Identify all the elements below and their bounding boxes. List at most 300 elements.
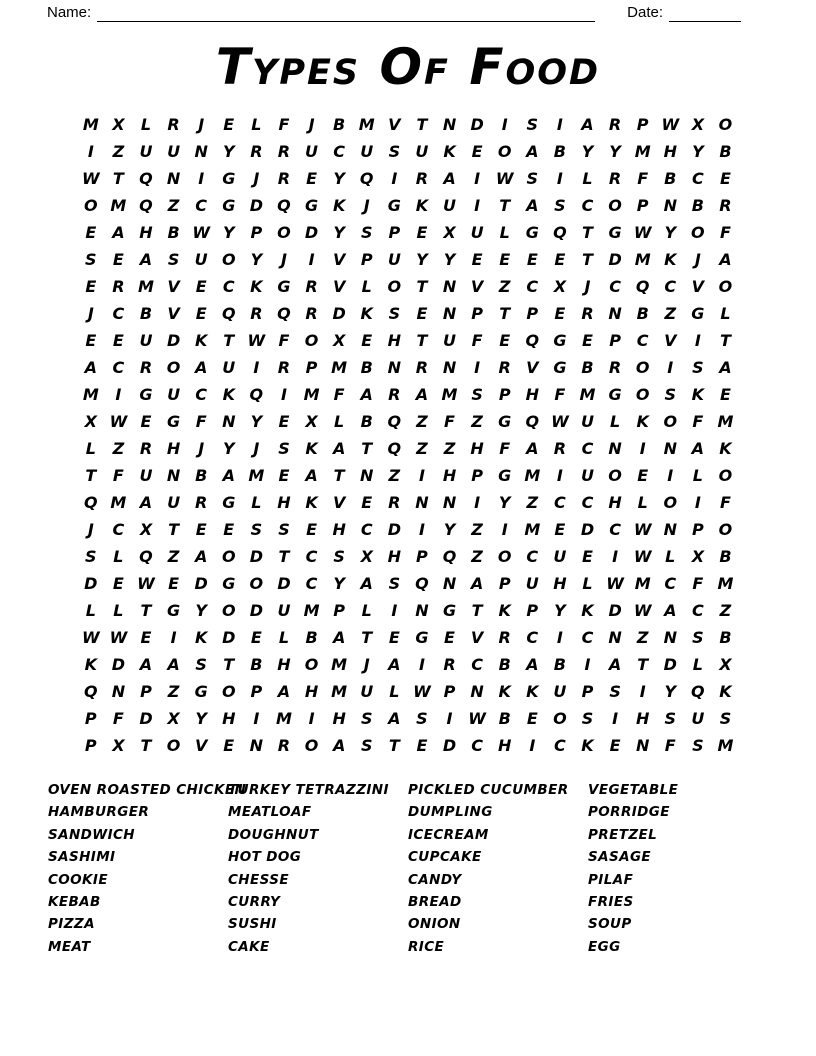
grid-cell: B (333, 115, 346, 134)
grid-cell: B (250, 655, 263, 674)
grid-cell: N (442, 493, 457, 512)
grid-cell: U (580, 466, 594, 485)
grid-cell: A (388, 655, 401, 674)
grid-cell: K (691, 385, 705, 404)
grid-row (77, 219, 740, 246)
grid-cell: W (413, 682, 431, 701)
grid-cell: D (249, 547, 263, 566)
grid-cell: J (584, 277, 591, 296)
grid-cell: U (443, 331, 457, 350)
grid-cell: I (418, 655, 425, 674)
grid-cell: T (637, 655, 649, 674)
grid-cell: U (139, 331, 153, 350)
word-list-item: PICKLED CUCUMBER (408, 782, 569, 798)
grid-cell: F (444, 412, 455, 431)
grid-cell: K (305, 439, 318, 458)
word-list-column (588, 779, 768, 958)
grid-cell: N (222, 412, 236, 431)
grid-cell: U (525, 574, 539, 593)
grid-cell: X (332, 331, 346, 350)
grid-row (77, 354, 740, 381)
grid-cell: E (719, 385, 731, 404)
grid-cell: R (277, 169, 291, 188)
grid-cell: A (470, 574, 484, 593)
grid-cell: M (275, 709, 292, 728)
grid-cell: L (334, 412, 345, 431)
grid-cell: R (498, 628, 511, 647)
grid-cell: C (471, 655, 483, 674)
name-label: Name: (47, 4, 92, 21)
grid-cell: G (387, 196, 401, 215)
grid-cell: U (277, 601, 291, 620)
grid-cell: N (442, 304, 457, 323)
grid-cell: E (719, 169, 731, 188)
grid-cell: Y (250, 412, 263, 431)
grid-cell: S (719, 709, 732, 728)
grid-cell: E (306, 520, 318, 539)
grid-cell: A (664, 601, 677, 620)
grid-cell: Y (609, 142, 621, 161)
grid-cell: Q (83, 682, 98, 701)
grid-row (77, 462, 740, 489)
grid-cell: J (363, 655, 370, 674)
word-list-item: EGG (588, 938, 621, 955)
grid-cell: N (442, 574, 457, 593)
grid-cell: Q (553, 223, 567, 242)
grid-cell: Q (442, 547, 457, 566)
grid-cell: T (582, 223, 593, 242)
grid-cell: B (636, 304, 649, 323)
grid-cell: A (194, 358, 208, 377)
word-list-item: KEBAB (48, 894, 101, 911)
grid-cell: Y (222, 439, 235, 458)
grid-cell: S (526, 115, 539, 134)
word-list-item: HAMBURGER (48, 804, 150, 821)
grid-cell: X (443, 223, 456, 242)
grid-cell: S (388, 142, 401, 161)
grid-cell: W (661, 115, 680, 134)
grid-cell: E (140, 628, 152, 647)
word-list-item: MEAT (48, 938, 91, 955)
grid-cell: E (554, 250, 566, 269)
grid-cell: E (444, 628, 455, 647)
grid-cell: D (166, 331, 181, 350)
grid-cell: P (498, 385, 511, 404)
grid-cell: E (112, 331, 124, 350)
grid-cell: E (554, 520, 566, 539)
grid-cell: I (667, 358, 674, 377)
grid-cell: V (167, 304, 180, 323)
grid-cell: A (167, 655, 180, 674)
grid-row (77, 678, 740, 705)
grid-cell: J (694, 250, 701, 269)
grid-cell: S (360, 736, 373, 755)
grid-cell: M (524, 520, 541, 539)
grid-cell: C (581, 628, 594, 647)
grid-cell: R (415, 169, 429, 188)
grid-cell: O (718, 520, 733, 539)
grid-cell: V (332, 277, 346, 296)
grid-cell: J (280, 250, 287, 269)
grid-cell: K (84, 655, 97, 674)
grid-cell: C (471, 736, 483, 755)
grid-cell: M (82, 115, 99, 134)
grid-cell: I (446, 709, 453, 728)
grid-cell: P (581, 682, 594, 701)
grid-cell: C (691, 169, 704, 188)
grid-row (77, 516, 740, 543)
grid-cell: Q (249, 385, 264, 404)
grid-cell: O (166, 358, 181, 377)
grid-cell: A (139, 250, 153, 269)
grid-cell: P (305, 358, 318, 377)
grid-cell: H (498, 736, 512, 755)
grid-cell: T (278, 547, 290, 566)
grid-cell: Z (416, 412, 428, 431)
grid-cell: G (498, 466, 512, 485)
grid-cell: Z (112, 439, 125, 458)
grid-cell: J (198, 115, 205, 134)
grid-cell: N (663, 196, 677, 215)
grid-cell: O (635, 358, 650, 377)
grid-cell: P (498, 574, 511, 593)
grid-cell: X (691, 115, 705, 134)
grid-cell: J (87, 304, 94, 323)
grid-cell: T (361, 439, 373, 458)
grid-cell: O (497, 547, 512, 566)
grid-cell: E (637, 466, 649, 485)
word-list-item: BREAD (408, 894, 462, 911)
grid-cell: L (85, 439, 96, 458)
grid-cell: H (442, 466, 457, 485)
word-list-item: MEATLOAF (228, 804, 312, 821)
grid-cell: Y (554, 601, 566, 620)
grid-cell: Y (443, 520, 456, 539)
grid-cell: G (553, 331, 567, 350)
grid-cell: O (166, 736, 181, 755)
grid-cell: G (691, 304, 705, 323)
grid-cell: L (582, 574, 593, 593)
grid-cell: R (553, 439, 567, 458)
grid-cell: R (139, 439, 153, 458)
grid-cell: T (388, 736, 400, 755)
worksheet-header (47, 4, 741, 22)
grid-cell: P (416, 547, 428, 566)
grid-cell: U (360, 682, 374, 701)
grid-cell: U (194, 250, 208, 269)
grid-cell: K (332, 196, 346, 215)
grid-cell: I (639, 439, 646, 458)
grid-cell: X (139, 520, 153, 539)
grid-cell: T (416, 331, 428, 350)
grid-cell: Y (443, 250, 456, 269)
word-list-item: SASHIMI (48, 849, 116, 866)
grid-cell: E (223, 736, 235, 755)
word-list-item: FRIES (588, 894, 634, 911)
grid-cell: O (83, 196, 98, 215)
grid-cell: B (305, 628, 318, 647)
grid-cell: D (139, 709, 153, 728)
grid-cell: F (554, 385, 566, 404)
grid-cell: M (138, 277, 154, 296)
grid-row (77, 570, 740, 597)
grid-cell: A (581, 115, 594, 134)
grid-cell: U (443, 196, 457, 215)
grid-cell: Q (139, 547, 153, 566)
grid-cell: H (553, 574, 567, 593)
grid-cell: B (498, 655, 511, 674)
grid-cell: S (692, 358, 704, 377)
grid-cell: P (250, 682, 263, 701)
grid-cell: Z (443, 439, 456, 458)
grid-cell: B (719, 547, 732, 566)
grid-cell: A (415, 385, 429, 404)
grid-cell: O (221, 682, 236, 701)
grid-cell: C (112, 520, 125, 539)
word-list-item: SANDWICH (48, 826, 135, 843)
grid-cell: H (608, 493, 622, 512)
grid-cell: M (634, 574, 651, 593)
grid-cell: E (195, 304, 207, 323)
grid-cell: R (719, 196, 732, 215)
grid-cell: H (277, 655, 291, 674)
grid-cell: G (277, 277, 291, 296)
grid-row (77, 705, 740, 732)
grid-cell: C (664, 277, 677, 296)
grid-cell: B (664, 169, 677, 188)
grid-cell: H (387, 331, 402, 350)
grid-cell: K (581, 736, 594, 755)
word-list-item: CURRY (228, 894, 281, 911)
grid-cell: D (249, 196, 263, 215)
grid-cell: L (113, 601, 124, 620)
grid-row (77, 138, 740, 165)
grid-cell: X (553, 277, 567, 296)
grid-cell: A (443, 169, 456, 188)
grid-cell: N (635, 736, 650, 755)
word-list-item: SASAGE (588, 849, 652, 866)
grid-cell: Y (416, 250, 428, 269)
grid-cell: P (691, 520, 704, 539)
grid-cell: S (333, 547, 345, 566)
grid-cell: P (526, 304, 539, 323)
grid-cell: G (194, 682, 208, 701)
grid-cell: L (389, 682, 400, 701)
grid-cell: P (333, 601, 345, 620)
grid-cell: I (501, 520, 508, 539)
grid-cell: Z (167, 547, 180, 566)
grid-cell: W (633, 520, 652, 539)
grid-cell: I (639, 682, 646, 701)
grid-cell: B (553, 655, 566, 674)
grid-cell: D (84, 574, 98, 593)
grid-cell: N (442, 358, 457, 377)
grid-cell: B (360, 358, 373, 377)
grid-cell: O (277, 223, 291, 242)
grid-cell: B (139, 304, 153, 323)
grid-cell: T (499, 304, 511, 323)
grid-cell: G (222, 196, 236, 215)
grid-cell: O (221, 547, 236, 566)
grid-cell: X (167, 709, 180, 728)
grid-cell: S (360, 709, 373, 728)
grid-cell: E (112, 250, 124, 269)
word-list-item: CAKE (228, 938, 270, 955)
grid-cell: N (194, 142, 208, 161)
grid-cell: H (525, 385, 539, 404)
grid-cell: K (719, 439, 732, 458)
grid-cell: R (167, 115, 180, 134)
grid-row (77, 327, 740, 354)
grid-cell: R (112, 277, 125, 296)
grid-cell: N (663, 628, 677, 647)
grid-cell: F (112, 709, 124, 728)
grid-cell: S (195, 655, 207, 674)
grid-cell: E (195, 520, 207, 539)
grid-cell: O (718, 466, 733, 485)
grid-cell: B (498, 709, 511, 728)
grid-cell: E (85, 223, 97, 242)
grid-cell: S (278, 520, 290, 539)
grid-row (77, 273, 740, 300)
grid-cell: W (192, 223, 210, 242)
grid-cell: E (223, 520, 235, 539)
grid-cell: Z (112, 142, 125, 161)
grid-cell: U (360, 142, 374, 161)
grid-cell: N (166, 169, 181, 188)
grid-cell: W (81, 628, 100, 647)
grid-cell: F (664, 736, 676, 755)
grid-cell: Y (498, 493, 511, 512)
grid-cell: L (665, 547, 676, 566)
grid-cell: X (719, 655, 732, 674)
grid-cell: C (195, 385, 208, 404)
grid-cell: Q (415, 574, 429, 593)
word-list-item: ONION (408, 916, 461, 933)
grid-cell: Z (167, 682, 180, 701)
grid-cell: U (139, 466, 153, 485)
grid-cell: D (608, 601, 622, 620)
grid-cell: F (278, 115, 290, 134)
grid-cell: F (637, 169, 649, 188)
grid-cell: K (194, 331, 208, 350)
grid-cell: S (85, 547, 97, 566)
grid-cell: A (112, 223, 125, 242)
grid-cell: R (608, 115, 622, 134)
grid-cell: S (250, 520, 263, 539)
grid-cell: Z (167, 196, 180, 215)
grid-cell: E (471, 142, 483, 161)
grid-cell: N (360, 466, 374, 485)
grid-cell: I (280, 385, 287, 404)
grid-cell: W (633, 547, 652, 566)
grid-cell: H (222, 709, 236, 728)
grid-cell: U (139, 142, 153, 161)
grid-cell: E (416, 304, 428, 323)
grid-cell: D (249, 601, 263, 620)
grid-cell: M (717, 412, 734, 431)
grid-cell: Y (333, 574, 345, 593)
word-list-item: PORRIDGE (588, 804, 670, 821)
grid-cell: E (416, 223, 428, 242)
grid-cell: I (612, 547, 619, 566)
grid-cell: N (663, 520, 677, 539)
grid-cell: H (166, 439, 181, 458)
grid-cell: S (581, 709, 594, 728)
grid-cell: T (719, 331, 731, 350)
grid-cell: U (691, 709, 705, 728)
grid-cell: Z (471, 520, 483, 539)
grid-cell: F (719, 493, 731, 512)
grid-cell: C (581, 493, 594, 512)
grid-cell: G (608, 385, 622, 404)
grid-cell: N (442, 115, 457, 134)
grid-cell: T (361, 628, 373, 647)
grid-cell: H (139, 223, 153, 242)
grid-cell: Y (222, 142, 235, 161)
grid-cell: M (303, 385, 320, 404)
grid-cell: G (415, 628, 429, 647)
grid-cell: N (608, 439, 622, 458)
grid-cell: J (198, 439, 205, 458)
grid-cell: G (498, 412, 512, 431)
grid-cell: G (167, 412, 181, 431)
grid-cell: A (305, 466, 318, 485)
grid-cell: Q (525, 331, 540, 350)
grid-cell: Y (333, 169, 345, 188)
grid-cell: Y (195, 709, 207, 728)
grid-cell: O (304, 736, 319, 755)
grid-cell: A (691, 439, 705, 458)
grid-cell: W (109, 412, 128, 431)
grid-cell: K (360, 304, 373, 323)
grid-cell: C (581, 439, 594, 458)
word-list-item: TURKEY TETRAZZINI (228, 782, 389, 798)
grid-cell: L (85, 601, 96, 620)
grid-cell: I (556, 169, 563, 188)
grid-cell: A (332, 628, 346, 647)
word-list-item: CHESSE (228, 871, 290, 888)
grid-cell: Y (581, 142, 594, 161)
grid-cell: Y (664, 223, 677, 242)
grid-cell: V (691, 277, 705, 296)
grid-cell: G (608, 223, 622, 242)
grid-cell: S (416, 709, 428, 728)
grid-cell: Z (719, 601, 732, 620)
grid-cell: K (305, 493, 318, 512)
grid-cell: W (81, 169, 100, 188)
grid-cell: R (305, 277, 318, 296)
grid-cell: S (471, 385, 483, 404)
grid-cell: L (251, 115, 262, 134)
grid-cell: P (388, 223, 401, 242)
grid-cell: Z (636, 628, 649, 647)
grid-cell: M (634, 250, 651, 269)
grid-cell: Z (416, 439, 428, 458)
grid-cell: Q (635, 277, 650, 296)
grid-cell: O (718, 277, 733, 296)
grid-cell: Q (139, 169, 153, 188)
grid-cell: A (84, 358, 97, 377)
grid-cell: D (442, 736, 457, 755)
grid-cell: N (470, 682, 484, 701)
grid-cell: N (387, 358, 402, 377)
grid-cell: V (388, 115, 401, 134)
grid-cell: F (692, 574, 704, 593)
grid-cell: U (580, 412, 594, 431)
date-fill-line (669, 5, 741, 22)
grid-cell: I (584, 655, 591, 674)
